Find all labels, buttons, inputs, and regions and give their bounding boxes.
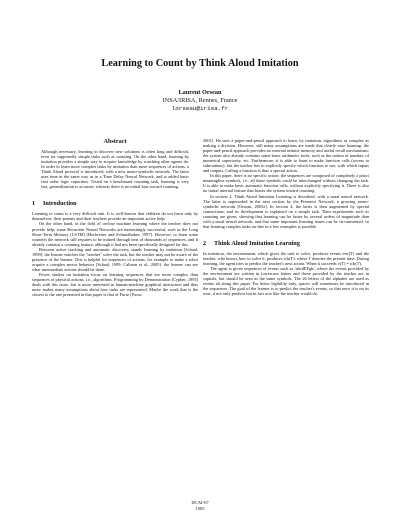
section-heading-introduction: [32, 200, 198, 207]
page-number: 1005: [195, 506, 205, 511]
paragraph: 2001]. He uses a paper-and-pencil approach to learn, by imitation, algorithms as complex as making a division. However, still many assumptions are made that clearly ease learning: the paper-and-pencil approach provides an external infinite memory and useful recall mechanisms; the system also already contains some basic arithmetic tools, such as the notion of number, of numerical superiority, etc. Furthermore, it is able to learn to make function calls (access to subroutines), but the teacher has to explicitly specify which function to use, with which inputs and outputs. Calling a function is thus a special action.: [203, 138, 369, 174]
paragraph: In imitation, the environment, which gives the task to solve, produces events env(T) and the teacher, who knows how to solve it, produces tch(T), where T denotes the present time. During learning, the agent tries to predict the teacher's next action. When it succeeds v(T) = tch(T).: [203, 250, 369, 266]
author-name: Laurent Orseau: [178, 89, 222, 96]
author-email: lorseau@irisa.fr: [171, 105, 229, 112]
paragraph: In this paper, there is no specific action: the sequences are composed of completely a priori meaningless symbols, i.e., all these symbols could be interchanged without changing the task. It is able to make basic automatic function calls, without explicitly specifying it. There is also no initial internal feature that biases the system toward counting.: [203, 173, 369, 194]
paragraph: The agent is given sequences of events such as /abcdEFgh/, where the events provided by the environment are written in lowercase letters and those provided by the teacher are in capitals, but should be seen as the same symbols. The 26 letters of the alphabet are used as events all along this paper. For better legibility only, spaces will sometimes be introduced in the sequences. The goal of the learner is to predict the teacher's events, so that once it is on its own, it not only predicts but in fact acts like the teacher would do.: [203, 265, 369, 297]
section-number: 2: [203, 239, 207, 247]
section-heading-think-aloud: [203, 240, 369, 247]
paragraph: In section 2, Think Aloud Imitation Learning is described, with a usual neural network. The latter is superseded in the next section by the Presence Network, a growing neuro-symbolic network [Orseau, 2005a]. In section 4, the latter is then augmented by special connections, and its development is explained on a simple task. Then experiments such as counting are given, showing that learning can be faster by several orders of magnitude than with a usual neural network, and that some important learning issues can be circumvented, so that learning complex tasks on-line in a few examples is possible.: [203, 193, 369, 229]
left-column: [32, 138, 198, 297]
section-title: Think Aloud Imitation Learning: [214, 239, 300, 247]
author-affiliation: INSA/IRISA, Rennes, France: [162, 97, 238, 104]
abstract-text: Although necessary, learning to discover new solutions is often long and difficult, even for supposedly simple tasks such as counting. On the other hand, learning by imitation provides a simple way to acquire knowledge by watching other agents do. In order to learn more complex tasks by imitation than mere sequences of actions, a Think Aloud protocol is introduced, with a new neuro-symbolic network. The latter uses time in the same way as in a Time Delay Neural Network, and is added basic first order logic capacities. Tested on a benchmark counting task, learning is very fast, generalization is accurate, whereas there is no initial bias toward counting.: [41, 149, 189, 190]
paper-title: Learning to Count by Think Aloud Imitation: [101, 58, 299, 69]
section-number: 1: [32, 200, 36, 208]
paragraph: On the other hand, in the field of on-line machine learning where the teacher does not provide help, some Recurrent Neural Networks are interestingly successful, such as the Long Short-Term Memory (LSTM) [Hochreiter and Schmidhuber, 1997]. However, to learn some counters the network still requires to be trained through tens of thousands of sequences, and it already contains a counting feature, although it had not been specifically designed for this.: [32, 221, 198, 247]
footer-venue: IJCAI-07: [191, 500, 209, 505]
paragraph: Fewer studies on imitation focus on learning sequences that are more complex than sequences of physical actions, i.e., algorithms. Programming by Demonstration [Cypher, 1993] deals with this issue, but is more interested in human-machine graphical interaction and thus more makes many assumptions about how tasks are represented. Maybe the work that is the closest to the one presented in this paper is that of Furse [Furse,: [32, 271, 198, 298]
paragraph: Between active teaching and automatic discovery stands learning by imitation [Schaal, 1999]: the learner watches the "teacher" solve the task, but the teacher may not be aware of the presence of the learner. This is helpful for sequences of actions, for example to make a robot acquire a complex motor behavior [Schaal, 1999; Calinon et al., 2005]: the learner can see what intermediate actions should be done.: [32, 246, 198, 272]
section-title: Introduction: [43, 200, 77, 208]
abstract-body: [32, 149, 198, 189]
abstract-heading: Abstract: [103, 138, 127, 145]
right-column: [203, 138, 369, 296]
paragraph: Learning to count is a very difficult task. It is well-known that children do not learn only by themselves: their parents and their teachers provide an important active help.: [32, 211, 198, 222]
